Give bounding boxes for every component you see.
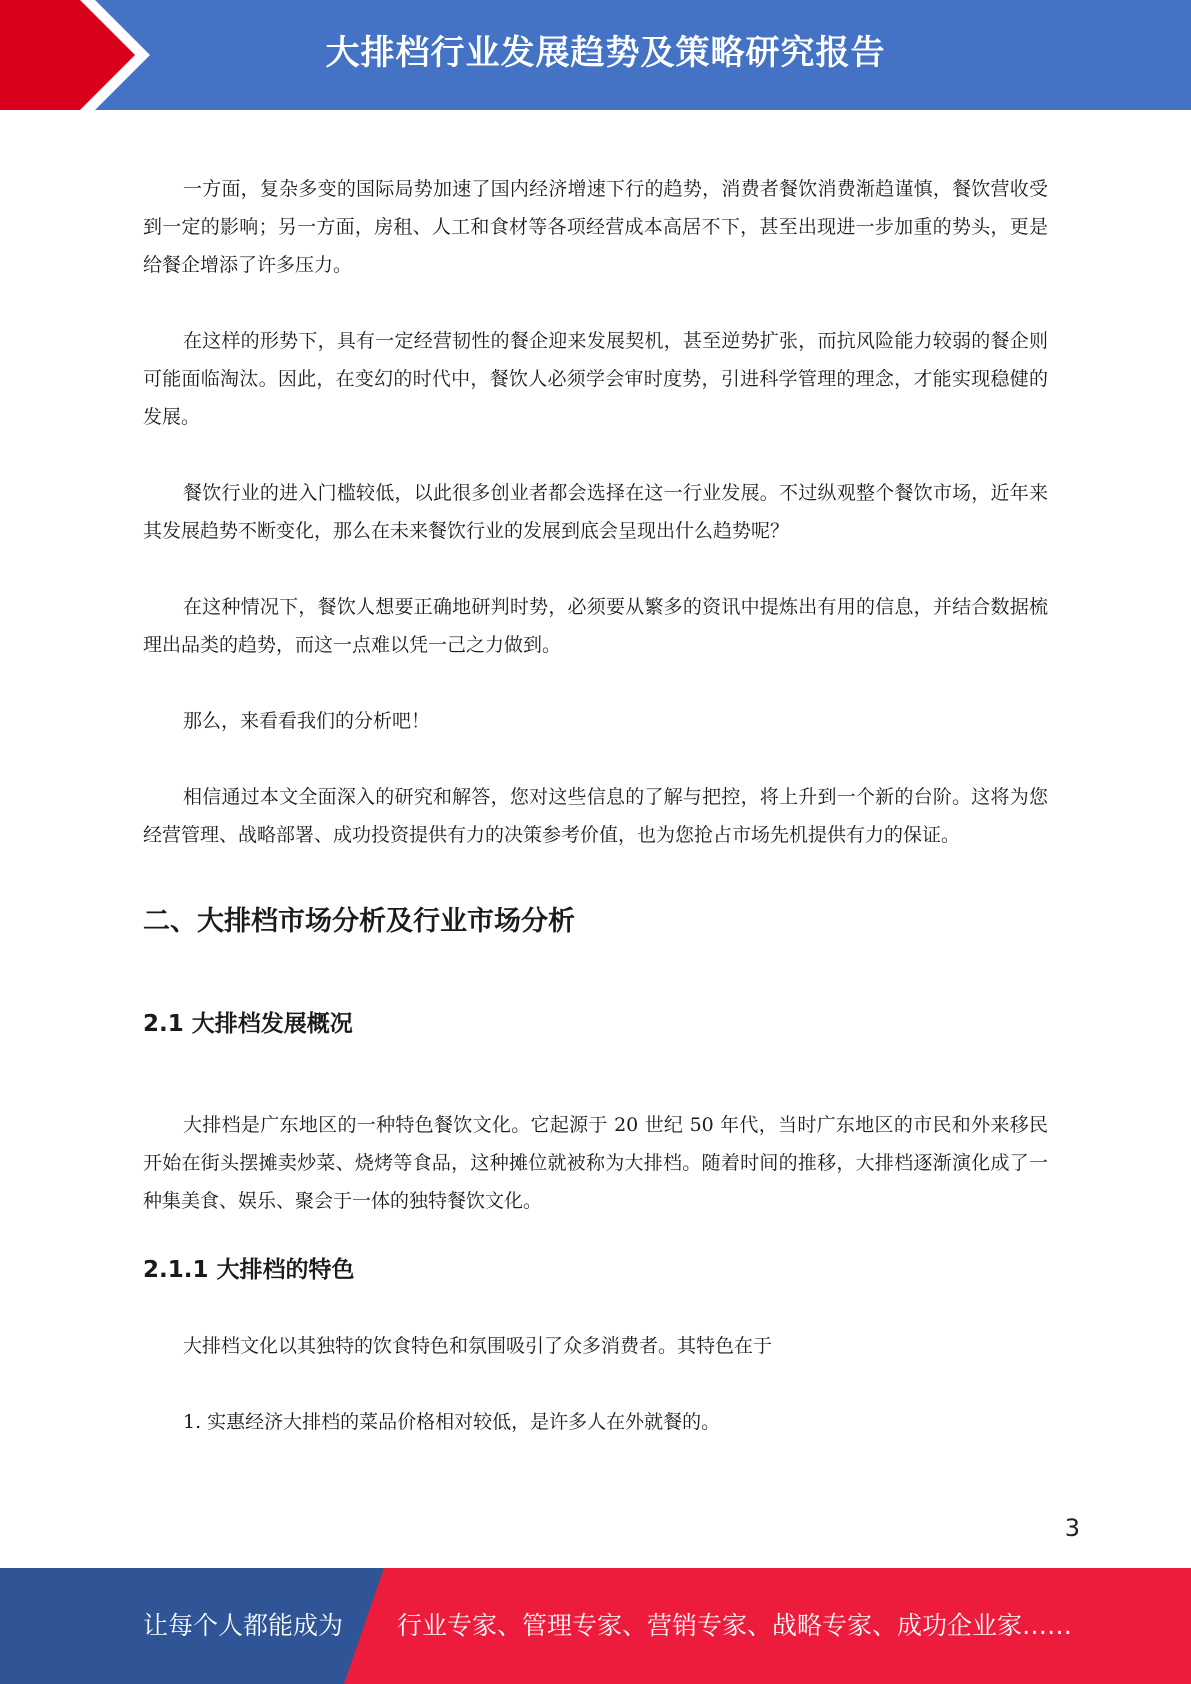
section-heading: 二、大排档市场分析及行业市场分析 (143, 906, 575, 937)
subsection-heading: 2.1.1 大排档的特色 (143, 1257, 355, 1283)
paragraph: 在这种情况下，餐饮人想要正确地研判时势，必须要从繁多的资讯中提炼出有用的信息，并结合数据梳理出品类的趋势，而这一点难以凭一己之力做到。 (143, 596, 1048, 656)
paragraph: 餐饮行业的进入门槛较低，以此很多创业者都会选择在这一行业发展。不过纵观整个餐饮市场，近年来其发展趋势不断变化，那么在未来餐饮行业的发展到底会呈现出什么趋势呢？ (143, 482, 1048, 542)
paragraph: 大排档文化以其独特的饮食特色和氛围吸引了众多消费者。其特色在于 (183, 1335, 773, 1357)
page-number: 3 (1064, 1514, 1080, 1542)
paragraph: 相信通过本文全面深入的研究和解答，您对这些信息的了解与把控，将上升到一个新的台阶。这将为您经营管理、战略部署、成功投资提供有力的决策参考价值，也为您抢占市场先机提供有力的保证。 (143, 786, 1048, 846)
page-footer (0, 1568, 1191, 1684)
page-body (143, 170, 1048, 1441)
list-item: 1. 实惠经济大排档的菜品价格相对较低，是许多人在外就餐的。 (183, 1411, 721, 1433)
page-header (0, 0, 1191, 110)
subsection-heading: 2.1 大排档发展概况 (143, 1011, 353, 1037)
paragraph: 那么，来看看我们的分析吧！ (183, 710, 431, 732)
paragraph: 在这样的形势下，具有一定经营韧性的餐企迎来发展契机，甚至逆势扩张，而抗风险能力较弱的餐企则可能面临淘汰。因此，在变幻的时代中，餐饮人必须学会审时度势，引进科学管理的理念，才能实现稳健的发展。 (143, 330, 1048, 428)
report-title: 大排档行业发展趋势及策略研究报告 (325, 33, 886, 73)
paragraph: 一方面，复杂多变的国际局势加速了国内经济增速下行的趋势，消费者餐饮消费渐趋谨慎，餐饮营收受到一定的影响；另一方面，房租、人工和食材等各项经营成本高居不下，甚至出现进一步加重的势头，更是给餐企增添了许多压力。 (143, 178, 1048, 276)
footer-slogan-left: 让每个人都能成为 (143, 1611, 344, 1640)
footer-slogan-right: 行业专家、管理专家、营销专家、战略专家、成功企业家…… (397, 1611, 1073, 1640)
paragraph: 大排档是广东地区的一种特色餐饮文化。它起源于 20 世纪 50 年代，当时广东地区的市民和外来移民开始在街头摆摊卖炒菜、烧烤等食品，这种摊位就被称为大排档。随着时间的推移，大排档逐渐演化成了一种集美食、娱乐、聚会于一体的独特餐饮文化。 (143, 1114, 1048, 1212)
